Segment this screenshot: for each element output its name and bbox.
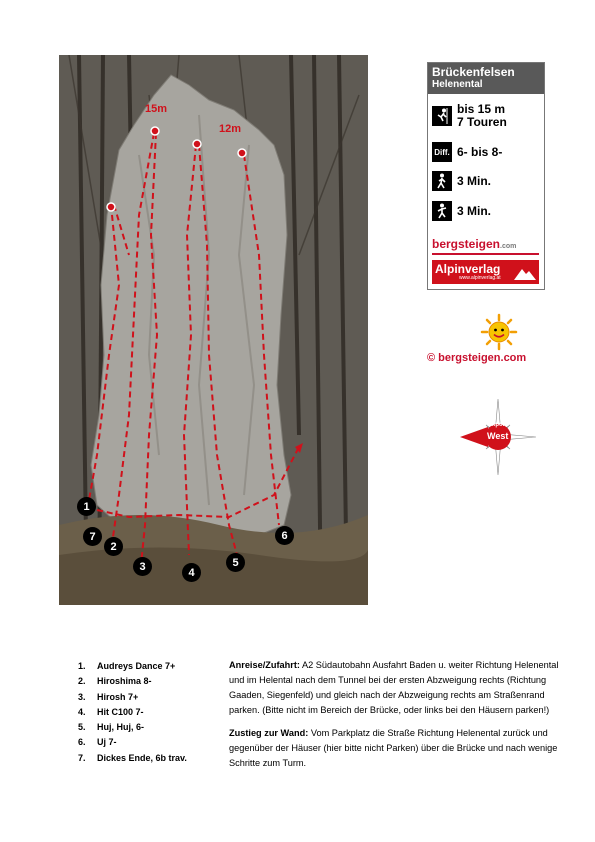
route-list <box>78 659 187 766</box>
route-count: 7 Touren <box>457 115 507 129</box>
publisher-url: www.alpinverlag.at <box>459 275 501 281</box>
list-item: 4. Hit C100 7- <box>78 706 144 717</box>
list-item: 3. Hirosh 7+ <box>78 691 139 702</box>
difficulty-value: 6- bis 8- <box>457 144 503 159</box>
route-marker-5[interactable]: 5 <box>226 553 245 572</box>
difficulty-row <box>432 142 502 162</box>
route-marker-7[interactable]: 7 <box>83 527 102 546</box>
approach-row <box>432 171 491 191</box>
descent-row <box>432 201 491 221</box>
list-item: 1. Audreys Dance 7+ <box>78 661 176 671</box>
bergsteigen-logo[interactable] <box>432 237 516 251</box>
hiker-descent-icon <box>432 201 452 221</box>
height-value: bis 15 m <box>457 102 506 116</box>
list-item: 2. Hiroshima 8- <box>78 676 152 687</box>
height-label-15m: 15m <box>145 103 168 115</box>
sun-logo-icon <box>480 313 518 351</box>
alpinverlag-logo[interactable] <box>432 260 539 284</box>
approach-label: Anreise/Zufahrt: <box>229 660 300 670</box>
route-marker-1[interactable]: 1 <box>77 497 96 516</box>
climber-icon <box>432 106 452 126</box>
hiker-icon <box>432 171 452 191</box>
difficulty-icon: Diff. <box>432 142 452 162</box>
topo-drawing <box>59 55 368 605</box>
list-item: 7. Dickes Ende, 6b trav. <box>78 752 187 763</box>
publisher-name: Alpinverlag <box>435 262 501 276</box>
compass-direction: West <box>487 431 509 441</box>
access-paragraph <box>229 726 559 771</box>
access-label: Zustieg zur Wand: <box>229 728 309 738</box>
list-item: 5. Huj, Huj, 6- <box>78 722 144 733</box>
access-text: Vom Parkplatz die Straße Richtung Helenental zurück und gegenüber der Häuser (hier bitte nicht Parken) über die Brücke und nach wenige Schritte zum Turm. <box>229 728 558 768</box>
approach-paragraph <box>229 658 559 718</box>
mountain-icon <box>514 266 536 280</box>
height-row <box>432 103 507 129</box>
height-label-12m: 12m <box>219 123 242 135</box>
crag-subtitle: Helenental <box>432 79 483 90</box>
crag-title: Brückenfelsen <box>432 65 515 79</box>
brand-suffix: .com <box>500 243 517 250</box>
approach-text: A2 Südautobahn Ausfahrt Baden u. weiter Richtung Helenental und im Helental nach dem Tunnel bei der ersten Abzweigung rechts (Richtung Gaaden, Siegenfeld) und gleich nach der Abzweigung rechts am Straßenrand parken. (Bitte nicht im Bereich der Brücke, oder links bei den Häusern parken!) <box>229 660 559 715</box>
panel-header <box>428 63 544 94</box>
approach-time: 3 Min. <box>457 173 492 188</box>
copyright-notice: © bergsteigen.com <box>427 352 527 364</box>
brand-underline <box>432 253 539 255</box>
descent-time: 3 Min. <box>457 203 492 218</box>
list-item: 6. Uj 7- <box>78 737 117 748</box>
access-description <box>229 658 559 779</box>
crag-info-panel <box>427 62 545 290</box>
route-marker-6[interactable]: 6 <box>275 526 294 545</box>
compass-expo-label: Expo. <box>488 422 505 428</box>
route-marker-4[interactable]: 4 <box>182 563 201 582</box>
route-marker-2[interactable]: 2 <box>104 537 123 556</box>
brand-name: bergsteigen <box>432 237 501 251</box>
route-marker-3[interactable]: 3 <box>133 557 152 576</box>
topo-photo <box>59 55 368 605</box>
